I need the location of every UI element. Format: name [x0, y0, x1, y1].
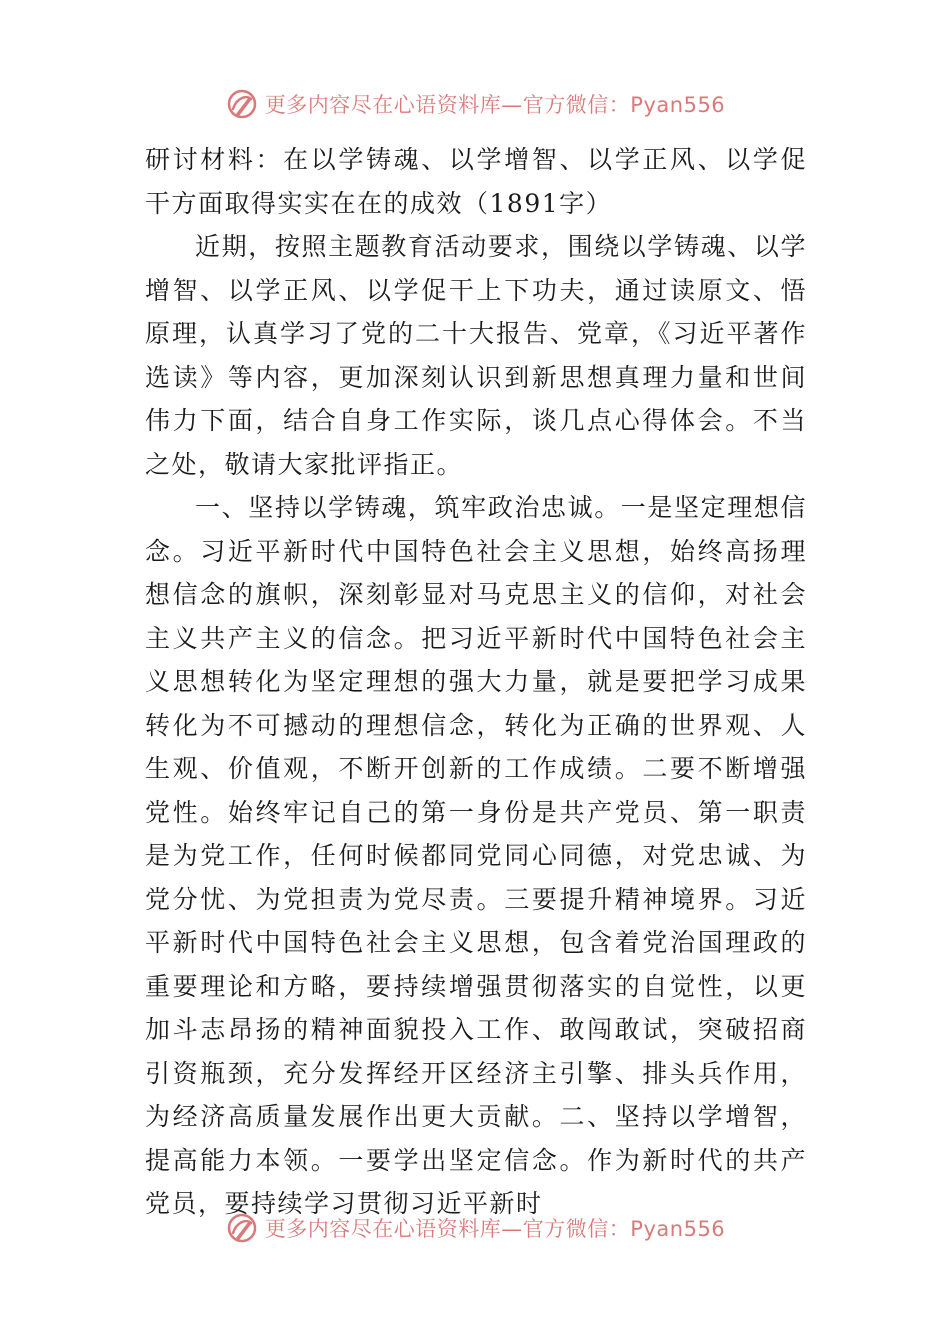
paragraph: 近期，按照主题教育活动要求，围绕以学铸魂、以学增智、以学正风、以学促干上下功夫，通过读原文、悟原理，认真学习了党的二十大报告、党章，《习近平著作选读》等内容，更加深刻认识到新思想真理力量和世间伟力下面，结合自身工作实际，谈几点心得体会。不当之处，敬请大家批评指正。: [145, 232, 807, 479]
footer-watermark-text: 更多内容尽在心语资料库—官方微信：Pyan556: [264, 1217, 726, 1241]
pen-swirl-logo-icon: [225, 87, 259, 121]
header-watermark: [0, 82, 950, 126]
document-body: [145, 138, 807, 1226]
paragraph: 一、坚持以学铸魂，筑牢政治忠诚。一是坚定理想信念。习近平新时代中国特色社会主义思想，始终高扬理想信念的旗帜，深刻彰显对马克思主义的信仰，对社会主义共产主义的信念。把习近平新时代中国特色社会主义思想转化为坚定理想的强大力量，就是要把学习成果转化为不可撼动的理想信念，转化为正确的世界观、人生观、价值观，不断开创新的工作成绩。二要不断增强党性。始终牢记自己的第一身份是共产党员、第一职责是为党工作，任何时候都同党同心同德，对党忠诚、为党分忧、为党担责为党尽责。三要提升精神境界。习近平新时代中国特色社会主义思想，包含着党治国理政的重要理论和方略，要持续增强贯彻落实的自觉性，以更加斗志昂扬的精神面貌投入工作、敢闯敢试，突破招商引资瓶颈，充分发挥经开区经济主引擎、排头兵作用，为经济高质量发展作出更大贡献。二、坚持以学增智，提高能力本领。一要学出坚定信念。作为新时代的共产党员，要持续学习贯彻习近平新时: [145, 493, 807, 1218]
pen-swirl-logo-icon: [225, 1211, 259, 1245]
document-title: 研讨材料：在以学铸魂、以学增智、以学正风、以学促干方面取得实实在在的成效（1891字）: [145, 145, 807, 218]
footer-watermark: [0, 1206, 950, 1250]
header-watermark-text: 更多内容尽在心语资料库—官方微信：Pyan556: [264, 93, 726, 117]
